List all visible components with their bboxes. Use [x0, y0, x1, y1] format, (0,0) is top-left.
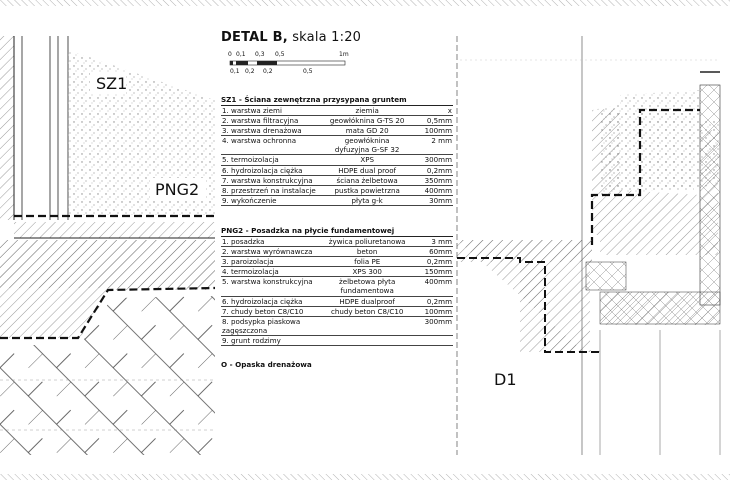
table-row [221, 335, 453, 345]
table-row [221, 267, 453, 277]
title-scale: skala 1:20 [287, 30, 362, 45]
layer-thickness: x [407, 106, 453, 116]
layer-thickness: 3 mm [407, 237, 453, 247]
layer-thickness: 400mm [407, 185, 453, 195]
layer-material: XPS [328, 155, 407, 165]
table-row [221, 175, 453, 185]
layer-name: 4. warstwa ochronna [221, 136, 328, 155]
layer-name: 1. warstwa ziemi [221, 106, 328, 116]
bottom-band [0, 474, 730, 480]
table-row [221, 247, 453, 257]
layer-material [328, 335, 407, 345]
layer-thickness [407, 335, 453, 345]
layer-thickness: 0,2mm [407, 296, 453, 306]
layer-thickness: 150mm [407, 267, 453, 277]
scale-top-3: 0,5 [275, 51, 285, 58]
scale-bar [221, 49, 453, 79]
layer-name: 3. warstwa drenażowa [221, 126, 328, 136]
layer-thickness: 60mm [407, 247, 453, 257]
scale-top-4: 1m [339, 51, 349, 58]
table-row [221, 106, 453, 116]
layer-thickness: 0,2mm [407, 257, 453, 267]
legend-panel [221, 30, 453, 369]
table-row [221, 257, 453, 267]
layer-name: 1. posadzka [221, 237, 328, 247]
layer-thickness: 300mm [407, 316, 453, 335]
scale-bot-1: 0,2 [245, 68, 255, 75]
layer-material: pustka powietrzna [328, 185, 407, 195]
layer-thickness: 300mm [407, 155, 453, 165]
table-row [221, 116, 453, 126]
layer-material: ściana żelbetowa [328, 175, 407, 185]
png2-title: PNG2 - Posadzka na płycie fundamentowej [221, 226, 453, 237]
layer-material [328, 316, 407, 335]
scale-top-2: 0,3 [255, 51, 265, 58]
layer-name: 9. wykończenie [221, 195, 328, 205]
layer-material: mata GD 20 [328, 126, 407, 136]
layer-thickness: 400mm [407, 277, 453, 296]
layer-material: HDPE dualproof [328, 296, 407, 306]
scale-top-0: 0 [228, 51, 232, 58]
detail-title [221, 30, 453, 45]
layer-name: 4. termoizolacja [221, 267, 328, 277]
layer-thickness: 0,5mm [407, 116, 453, 126]
layer-material: geowłóknina dyfuzyjna G-SF 32 [328, 136, 407, 155]
layer-material: beton [328, 247, 407, 257]
layer-name: 5. warstwa konstrukcyjna [221, 277, 328, 296]
layer-thickness: 350mm [407, 175, 453, 185]
layer-name: 6. hydroizolacja ciężka [221, 296, 328, 306]
label-d1: D1 [494, 370, 517, 389]
right-detail [457, 36, 720, 455]
png2-table [221, 237, 453, 346]
layer-name: 5. termoizolacja [221, 155, 328, 165]
table-row [221, 306, 453, 316]
table-row [221, 165, 453, 175]
layer-name: 7. warstwa konstrukcyjna [221, 175, 328, 185]
layer-material: ziemia [328, 106, 407, 116]
table-row [221, 277, 453, 296]
layer-thickness: 100mm [407, 306, 453, 316]
layer-material: geowłóknina G-TS 20 [328, 116, 407, 126]
label-sz1: SZ1 [96, 74, 128, 93]
layer-thickness: 100mm [407, 126, 453, 136]
table-row [221, 126, 453, 136]
layer-material: chudy beton C8/C10 [328, 306, 407, 316]
left-detail [0, 36, 215, 455]
table-row [221, 155, 453, 165]
sz1-title: SZ1 - Ściana zewnętrzna przysypana gruntem [221, 95, 453, 106]
layer-material: folia PE [328, 257, 407, 267]
layer-thickness: 30mm [407, 195, 453, 205]
layer-material: żywica poliuretanowa [328, 236, 406, 246]
scale-bot-2: 0,2 [263, 68, 273, 75]
table-row [221, 237, 453, 247]
table-row [221, 136, 453, 155]
layer-material: płyta g-k [328, 195, 407, 205]
layer-material: HDPE dual proof [328, 165, 407, 175]
scale-bot-0: 0,1 [230, 68, 240, 75]
label-png2: PNG2 [155, 180, 200, 199]
layer-thickness: 0,2mm [407, 165, 453, 175]
layer-name: 2. warstwa wyrównawcza [221, 247, 328, 257]
scale-top-1: 0,1 [236, 51, 246, 58]
layer-name: 8. przestrzeń na instalacje [221, 185, 328, 195]
layer-name: 2. warstwa filtracyjna [221, 116, 328, 126]
layer-material: XPS 300 [328, 267, 407, 277]
layer-thickness: 2 mm [407, 136, 453, 155]
layer-name: 9. grunt rodzimy [221, 335, 328, 345]
table-row [221, 185, 453, 195]
layer-name: 6. hydroizolacja ciężka [221, 165, 328, 175]
layer-material: żelbetowa płyta fundamentowa [328, 277, 407, 296]
layer-name: 8. podsypka piaskowa zagęszczona [221, 316, 328, 335]
title-bold: DETAL B, [221, 30, 288, 45]
top-band [0, 0, 730, 6]
scale-bot-3: 0,5 [303, 68, 313, 75]
table-row [221, 316, 453, 335]
sz1-table [221, 106, 453, 206]
layer-name: 3. paroizolacja [221, 257, 328, 267]
footnote: O - Opaska drenażowa [221, 359, 312, 369]
table-row [221, 296, 453, 306]
table-row [221, 195, 453, 205]
layer-name: 7. chudy beton C8/C10 [221, 306, 328, 316]
